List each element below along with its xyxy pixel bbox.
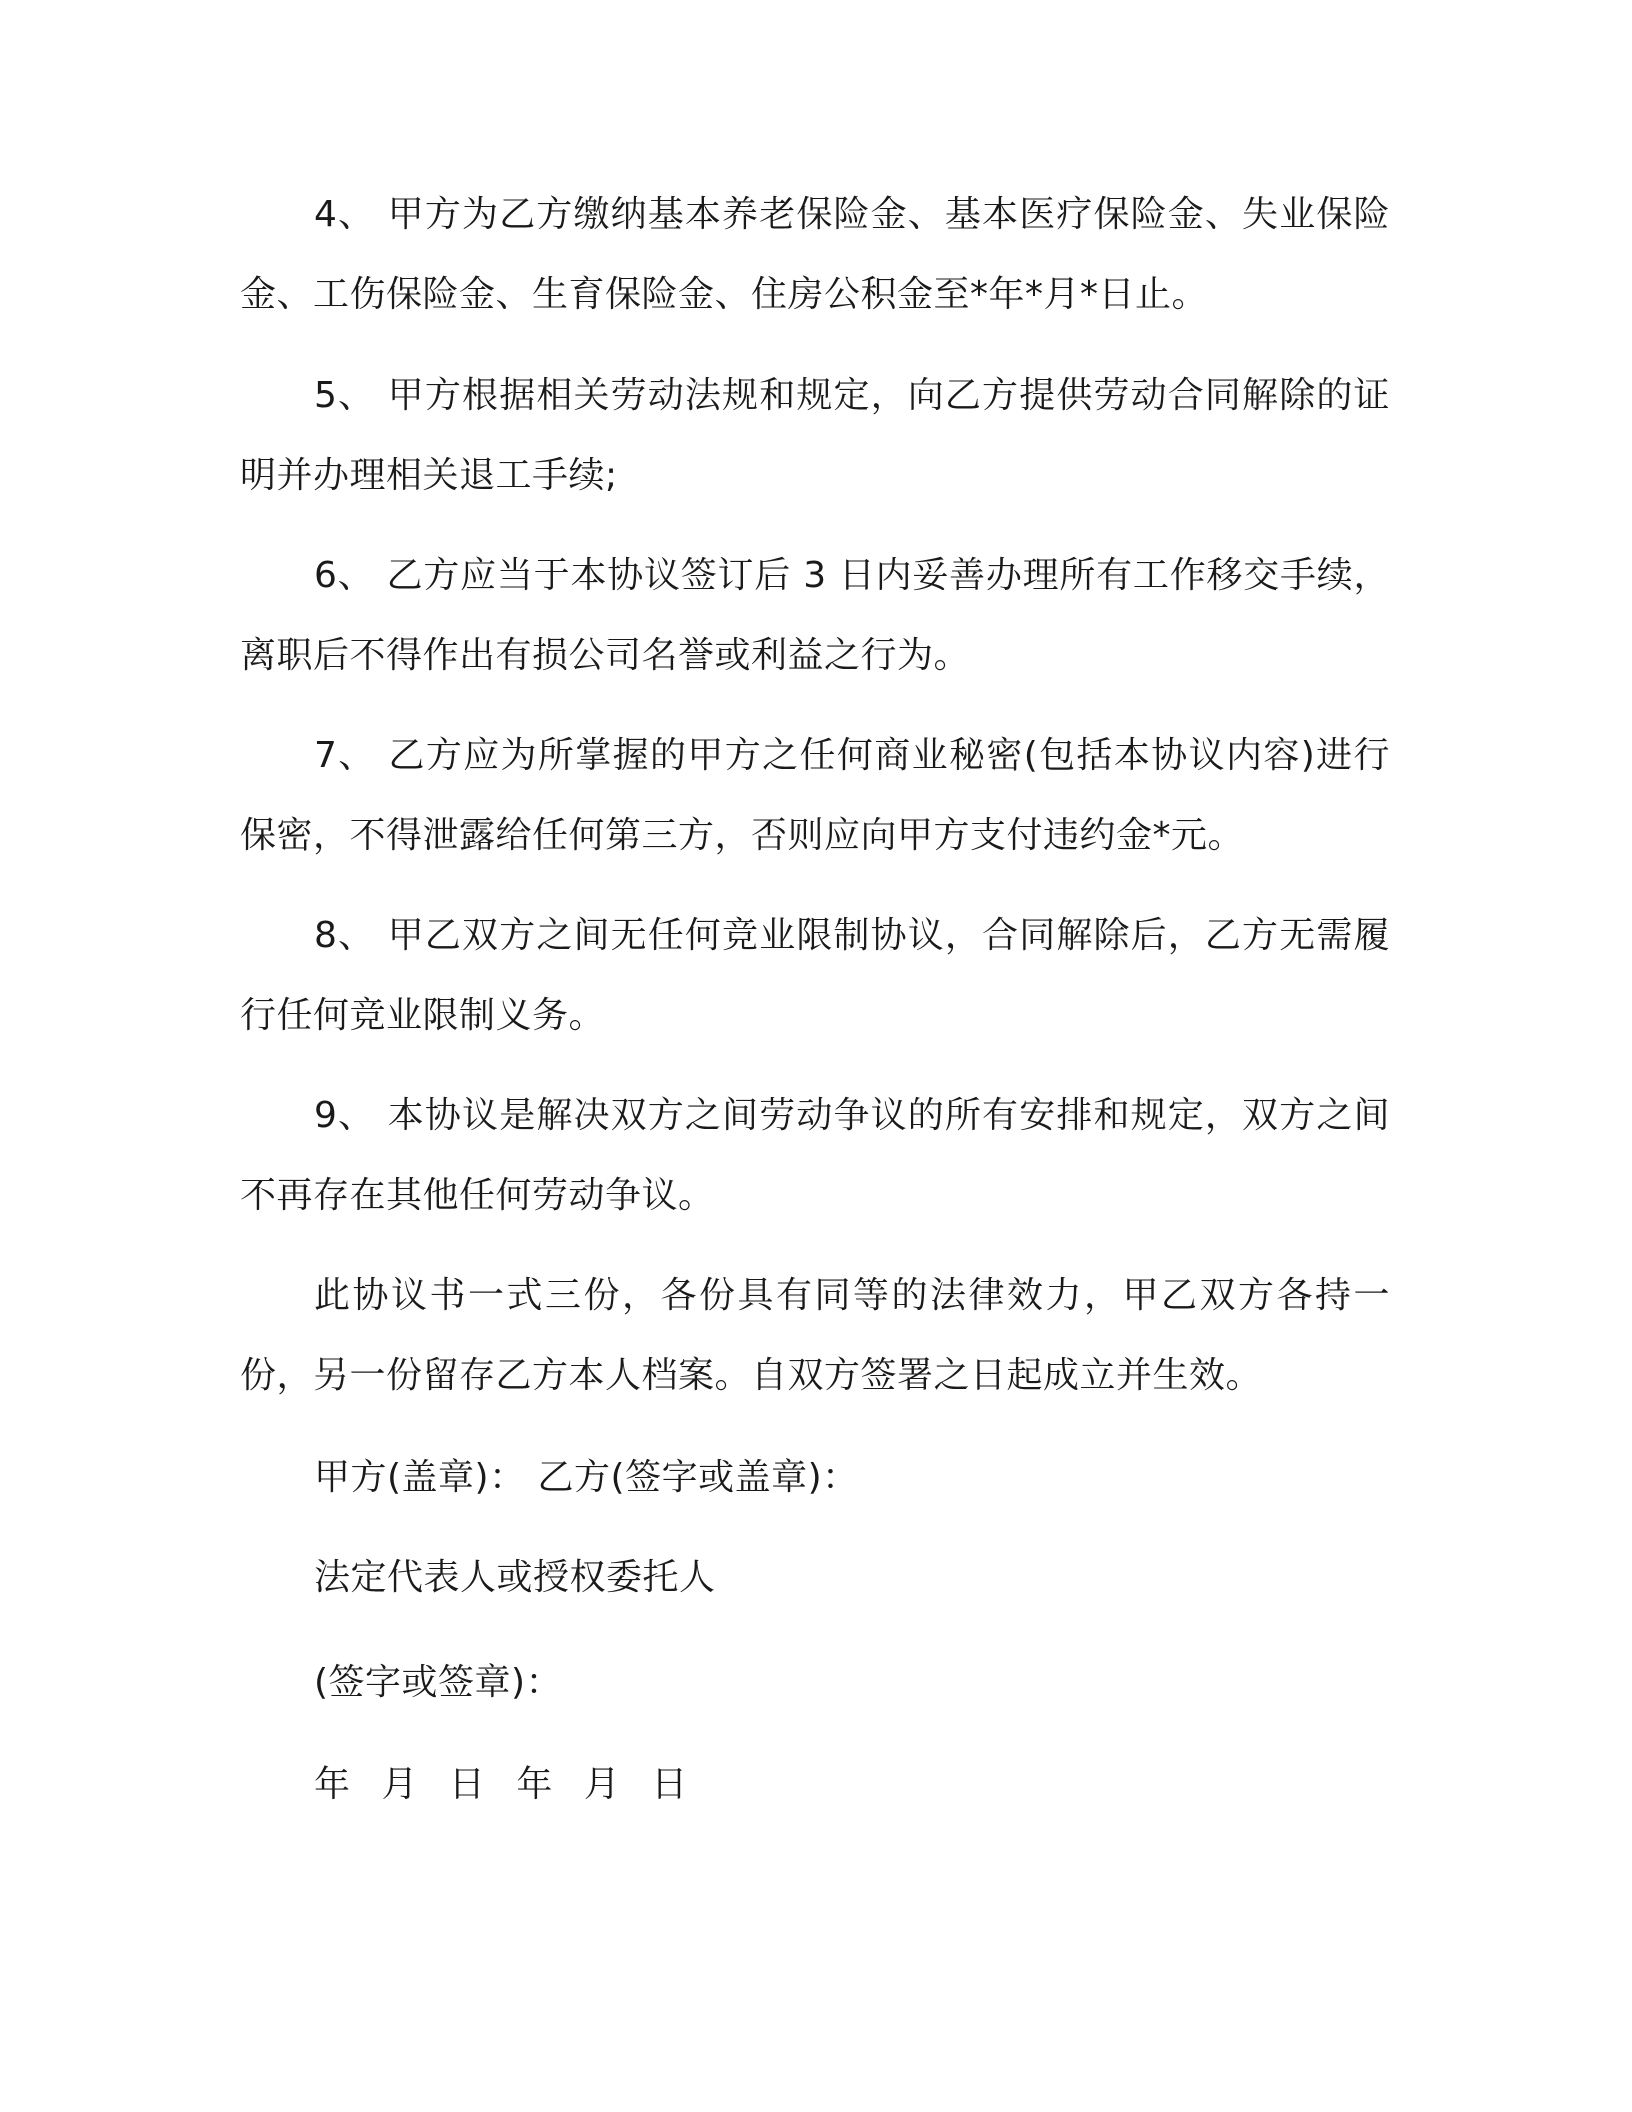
signature-sign-line: (签字或签章)： [314, 1662, 563, 1703]
clause-8: 8、 甲乙双方之间无任何竞业限制协议，合同解除后，乙方无需履行任何竞业限制义务。 [240, 915, 1390, 1036]
signature-parties-line: 甲方(盖章)： 乙方(签字或盖章)： [314, 1457, 859, 1498]
signature-representative-line: 法定代表人或授权委托人 [314, 1557, 716, 1598]
clause-7: 7、 乙方应为所掌握的甲方之任何商业秘密(包括本协议内容)进行保密，不得泄露给任何第三方，否则应向甲方支付违约金*元。 [240, 735, 1390, 856]
clause-6: 6、 乙方应当于本协议签订后 3 日内妥善办理所有工作移交手续，离职后不得作出有损公司名誉或利益之行为。 [240, 555, 1390, 676]
closing-paragraph: 此协议书一式三份，各份具有同等的法律效力，甲乙双方各持一份，另一份留存乙方本人档案。自双方签署之日起成立并生效。 [240, 1275, 1390, 1396]
clause-4: 4、 甲方为乙方缴纳基本养老保险金、基本医疗保险金、失业保险金、工伤保险金、生育保险金、住房公积金至*年*月*日止。 [240, 194, 1390, 315]
signature-date-line: 年 月 日 年 月 日 [314, 1764, 698, 1805]
clause-9: 9、 本协议是解决双方之间劳动争议的所有安排和规定，双方之间不再存在其他任何劳动争议。 [240, 1095, 1390, 1216]
clause-5: 5、 甲方根据相关劳动法规和规定，向乙方提供劳动合同解除的证明并办理相关退工手续; [240, 375, 1390, 496]
